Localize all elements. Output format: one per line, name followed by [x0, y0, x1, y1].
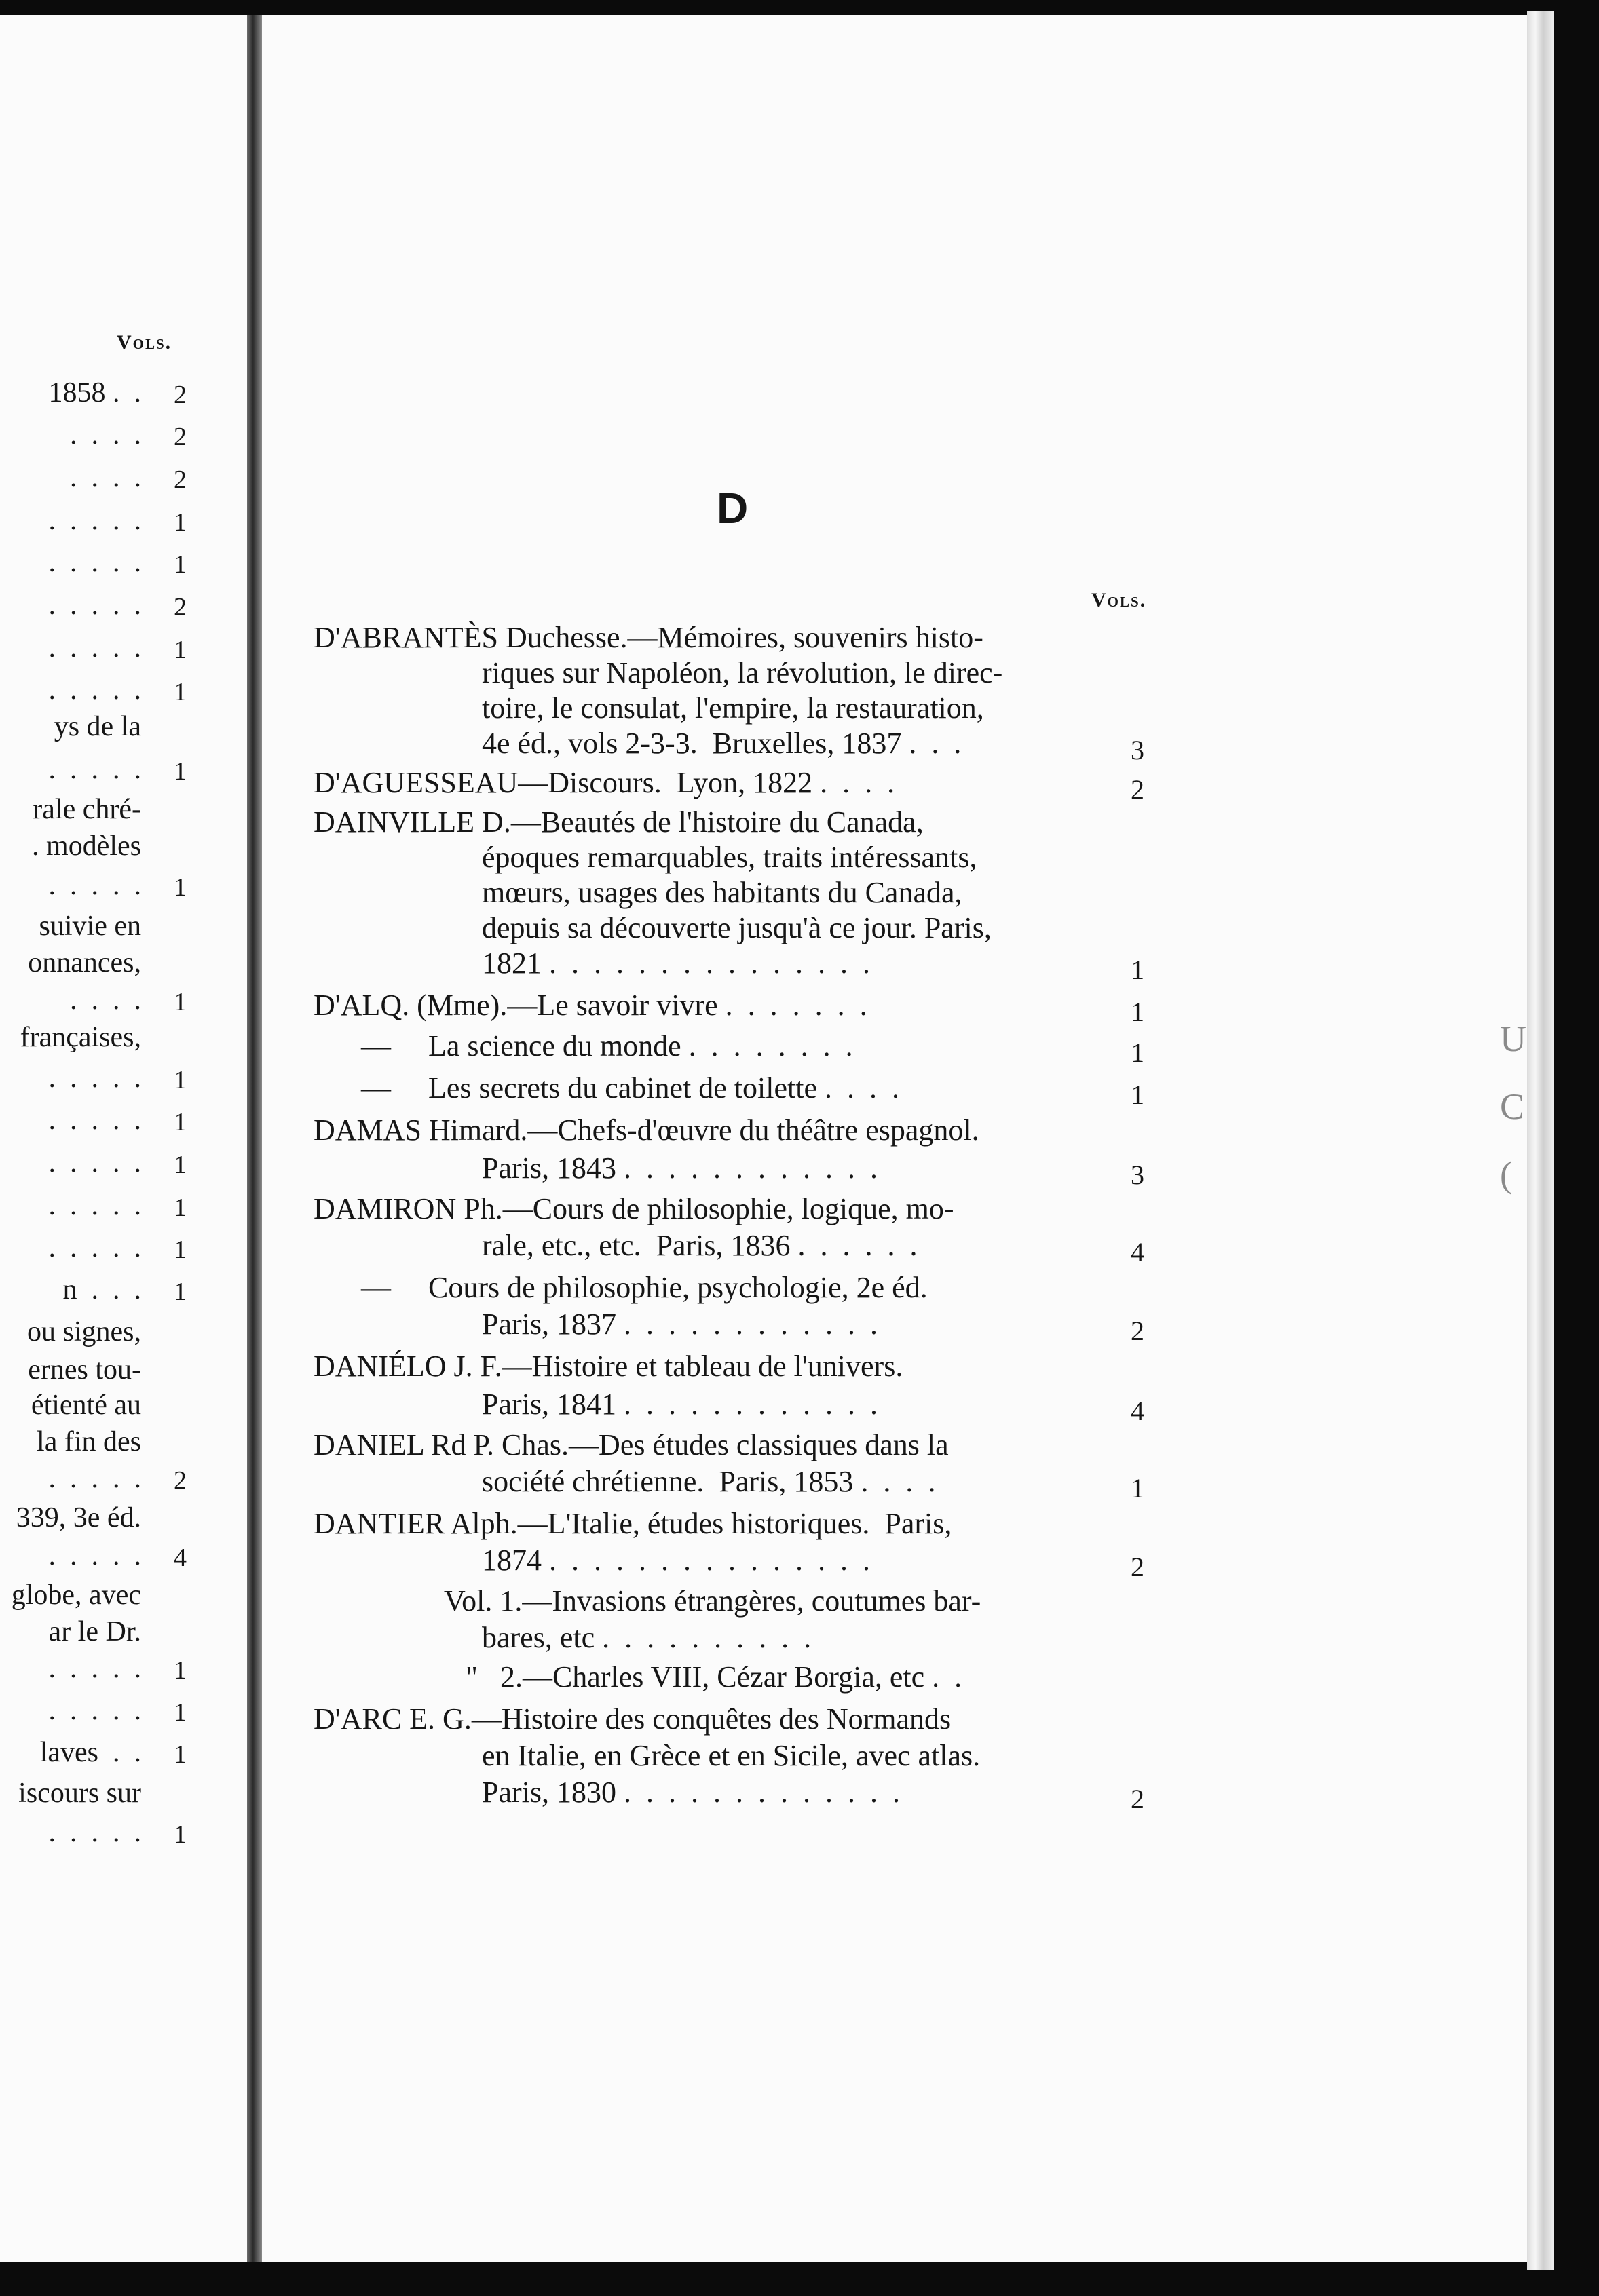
left-volume-count: 1	[174, 1066, 187, 1094]
left-volume-count: 2	[174, 423, 187, 451]
left-line-text: . . . . .	[48, 1105, 141, 1136]
left-volume-count: 4	[174, 1544, 187, 1572]
left-volume-count: 2	[174, 381, 187, 409]
entry-heading-line: DAINVILLE D.—Beautés de l'histoire du Canada,	[314, 805, 924, 839]
entry-line: toire, le consulat, l'empire, la restauration,	[482, 691, 984, 725]
volume-count: 3	[1131, 1160, 1144, 1190]
left-volume-count: 1	[174, 508, 187, 537]
entry-heading-line: D'ABRANTÈS Duchesse.—Mémoires, souvenirs histo-	[314, 621, 983, 654]
left-line-text: laves . .	[39, 1737, 141, 1768]
entry-line: 4e éd., vols 2-3-3. Bruxelles, 1837 . . .	[482, 727, 962, 760]
volume-count: 1	[1131, 1079, 1144, 1110]
left-line-text: suivie en	[39, 911, 141, 942]
entry-heading-line: DANIÉLO J. F.—Histoire et tableau de l'univers.	[314, 1350, 903, 1383]
volume-count: 4	[1131, 1237, 1144, 1267]
left-line-text: globe, avec	[11, 1580, 141, 1611]
entry-heading-line: D'AGUESSEAU—Discours. Lyon, 1822 . . . .	[314, 766, 895, 799]
left-line-text: . . . . .	[48, 1540, 141, 1571]
left-line-text: ernes tou-	[28, 1354, 141, 1385]
left-line-text: . modèles	[32, 830, 141, 862]
entry-line: — La science du monde . . . . . . . .	[361, 1029, 853, 1063]
right-vols-label: Vols.	[1091, 589, 1147, 611]
left-line-text: . . . . .	[48, 547, 141, 578]
volume-count: 1	[1131, 1037, 1144, 1068]
entry-heading-line: DANIEL Rd P. Chas.—Des études classiques dans la	[314, 1428, 949, 1461]
left-volume-count: 2	[174, 1466, 187, 1495]
page-edge	[1527, 11, 1554, 2270]
edge-mark: (	[1500, 1154, 1512, 1195]
entry-line: riques sur Napoléon, la révolution, le direc-	[482, 656, 1003, 689]
volume-count: 3	[1131, 735, 1144, 765]
left-line-text: . . . . .	[48, 674, 141, 706]
left-line-text: françaises,	[20, 1022, 141, 1053]
left-line-text: iscours sur	[18, 1778, 141, 1809]
left-volume-count: 2	[174, 593, 187, 621]
left-line-text: . . . . .	[48, 1463, 141, 1494]
left-line-text: . . . .	[70, 984, 141, 1016]
entry-heading-line: DAMIRON Ph.—Cours de philosophie, logique, mo-	[314, 1192, 954, 1225]
left-line-text: . . . .	[70, 419, 141, 451]
left-volume-count: 1	[174, 1151, 187, 1179]
edge-mark: C	[1500, 1086, 1525, 1127]
left-volume-count: 1	[174, 1278, 187, 1306]
entry-heading-line: DAMAS Himard.—Chefs-d'œuvre du théâtre espagnol.	[314, 1113, 979, 1147]
entry-heading-line: D'ARC E. G.—Histoire des conquêtes des Normands	[314, 1702, 952, 1736]
left-volume-count: 1	[174, 1740, 187, 1769]
left-line-text: . . . . .	[48, 1817, 141, 1848]
entry-line: depuis sa découverte jusqu'à ce jour. Paris,	[482, 911, 992, 944]
entry-line: société chrétienne. Paris, 1853 . . . .	[482, 1465, 936, 1498]
left-line-text: 339, 3e éd.	[16, 1502, 141, 1533]
left-line-text: onnances,	[28, 947, 141, 978]
volume-count: 4	[1131, 1396, 1144, 1426]
left-line-text: . . . . .	[48, 754, 141, 785]
volume-count: 1	[1131, 997, 1144, 1027]
left-line-text: . . . . .	[48, 1653, 141, 1684]
edge-mark: U	[1500, 1018, 1526, 1059]
left-volume-count: 1	[174, 636, 187, 664]
entry-line: bares, etc . . . . . . . . . .	[482, 1621, 812, 1654]
left-line-text: étienté au	[31, 1390, 141, 1421]
entry-line: époques remarquables, traits intéressants,	[482, 841, 977, 874]
entry-line: Paris, 1830 . . . . . . . . . . . . .	[482, 1776, 900, 1809]
left-line-text: . . . . .	[48, 1063, 141, 1094]
left-line-text: . . . . .	[48, 1695, 141, 1726]
book-spine	[247, 15, 262, 2262]
left-volume-count: 1	[174, 1820, 187, 1849]
left-line-text: ar le Dr.	[48, 1616, 141, 1647]
volume-count: 2	[1131, 1316, 1144, 1346]
entry-line: — Cours de philosophie, psychologie, 2e éd.	[361, 1271, 928, 1304]
left-line-text: . . . . .	[48, 505, 141, 536]
entry-line: mœurs, usages des habitants du Canada,	[482, 876, 962, 909]
left-volume-count: 1	[174, 1108, 187, 1136]
left-line-text: . . . . .	[48, 870, 141, 901]
left-line-text: . . . . .	[48, 632, 141, 664]
left-volume-count: 1	[174, 550, 187, 579]
volume-count: 1	[1131, 1473, 1144, 1504]
section-letter: D	[717, 484, 749, 533]
left-line-text: la fin des	[37, 1426, 141, 1457]
entry-line: Paris, 1841 . . . . . . . . . . . .	[482, 1388, 878, 1421]
entry-line: en Italie, en Grèce et en Sicile, avec atlas.	[482, 1739, 981, 1772]
left-line-text: . . . . .	[48, 1147, 141, 1179]
left-line-text: ou signes,	[27, 1316, 141, 1347]
left-line-text: . . . . .	[48, 1190, 141, 1221]
entry-line: 1821 . . . . . . . . . . . . . . .	[482, 946, 870, 980]
volume-count: 2	[1131, 774, 1144, 805]
left-line-text: ys de la	[54, 711, 141, 742]
volume-count: 1	[1131, 955, 1144, 985]
entry-heading-line: DANTIER Alph.—L'Italie, études historiques. Paris,	[314, 1507, 952, 1540]
left-line-text: . . . .	[70, 462, 141, 493]
left-volume-count: 1	[174, 988, 187, 1016]
left-volume-count: 1	[174, 757, 187, 786]
left-line-text: n . . .	[62, 1274, 141, 1305]
entry-line: Paris, 1837 . . . . . . . . . . . .	[482, 1307, 878, 1341]
left-line-text: rale chré-	[33, 794, 141, 825]
entry-line: " 2.—Charles VIII, Cézar Borgia, etc . .	[466, 1660, 962, 1694]
left-line-text: . . . . .	[48, 590, 141, 621]
entry-line: Paris, 1843 . . . . . . . . . . . .	[482, 1151, 878, 1185]
entry-line: rale, etc., etc. Paris, 1836 . . . . . .	[482, 1229, 918, 1262]
entry-line: — Les secrets du cabinet de toilette . . . .	[361, 1071, 899, 1105]
entry-line: Vol. 1.—Invasions étrangères, coutumes bar-	[444, 1584, 981, 1618]
left-volume-count: 1	[174, 1193, 187, 1222]
left-volume-count: 2	[174, 465, 187, 494]
entry-heading-line: D'ALQ. (Mme).—Le savoir vivre . . . . . . .	[314, 989, 867, 1022]
volume-count: 2	[1131, 1552, 1144, 1582]
left-volume-count: 1	[174, 873, 187, 902]
left-volume-count: 1	[174, 1698, 187, 1727]
entry-line: 1874 . . . . . . . . . . . . . . .	[482, 1544, 870, 1577]
left-volume-count: 1	[174, 1656, 187, 1685]
left-volume-count: 1	[174, 1236, 187, 1264]
left-volume-count: 1	[174, 678, 187, 706]
left-line-text: . . . . .	[48, 1232, 141, 1263]
left-line-text: 1858 . .	[48, 377, 141, 408]
left-vols-label: Vols.	[117, 331, 172, 353]
volume-count: 2	[1131, 1784, 1144, 1814]
